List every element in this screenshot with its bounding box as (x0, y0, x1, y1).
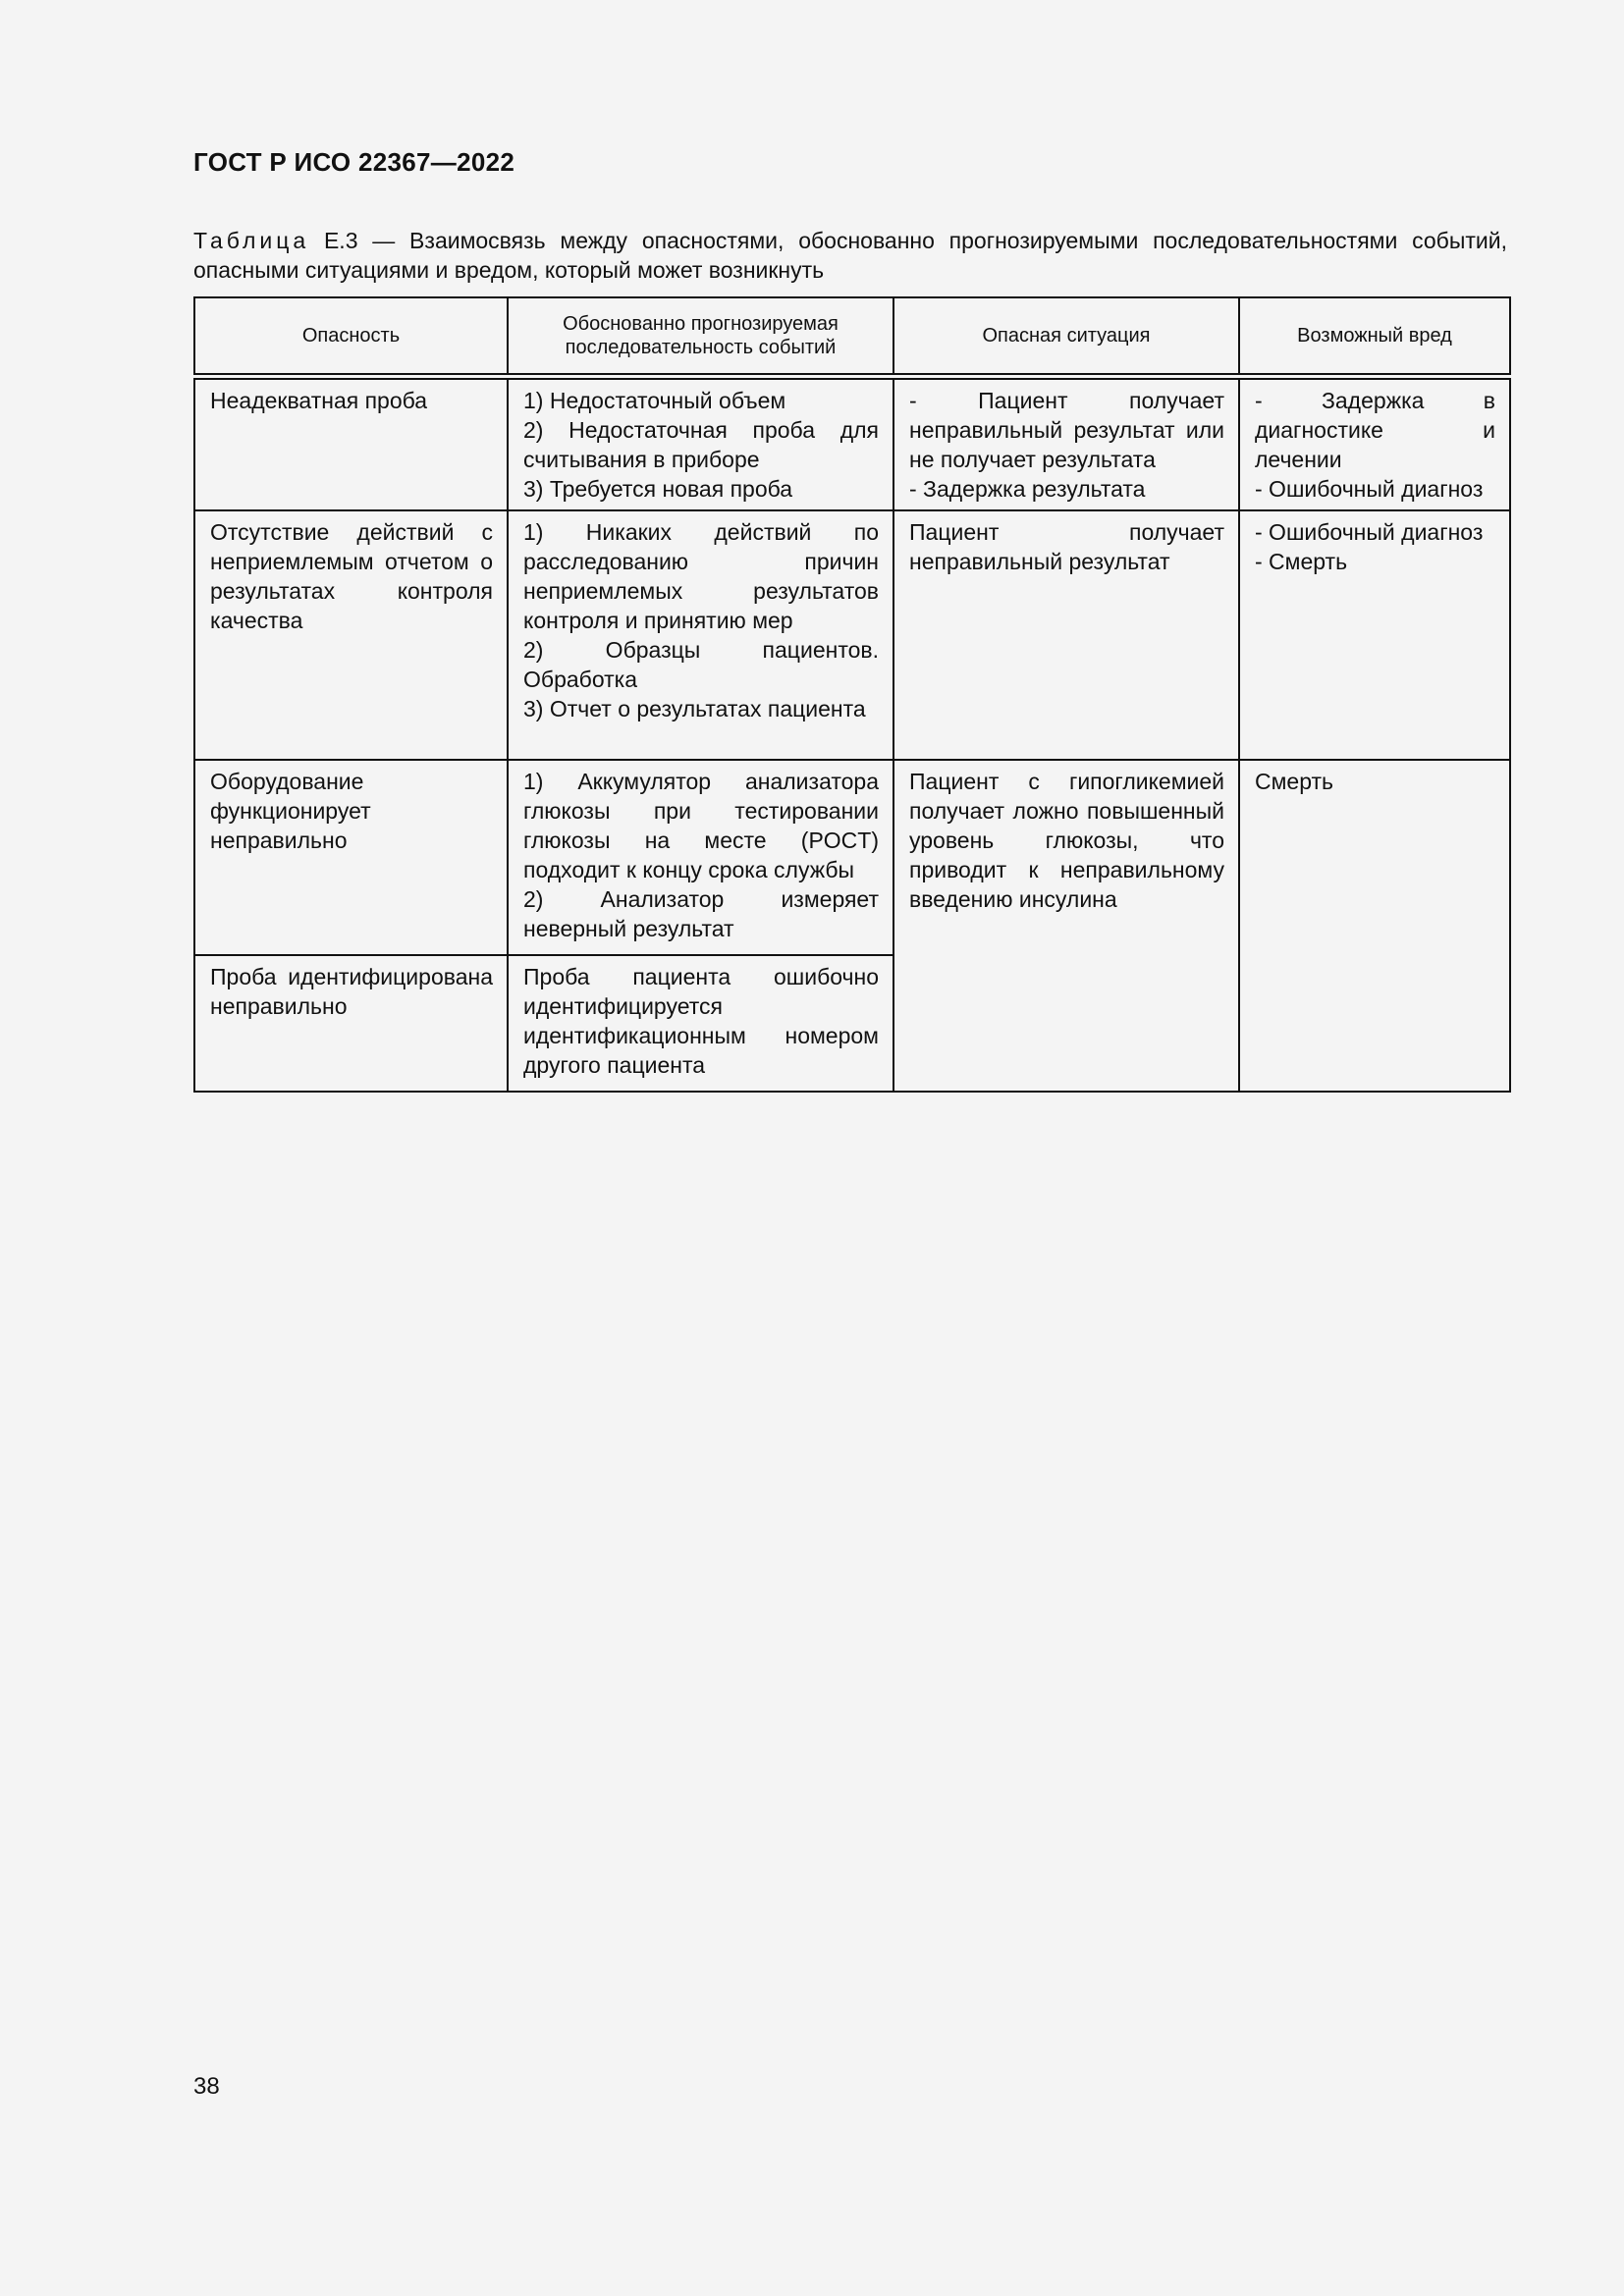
situation-line: - Пациент получает неправильный результат или не получает результата (909, 388, 1224, 472)
harm-line: - Ошибочный диагноз (1255, 476, 1484, 502)
page-number: 38 (193, 2073, 220, 2100)
situation-line: Пациент получает неправильный результат (909, 519, 1224, 574)
hazard-table (193, 296, 1511, 1093)
cell-hazard: Отсутствие действий с неприемлемым отчетом о результатах контроля качества (194, 510, 508, 760)
column-header-harm: Возможный вред (1239, 297, 1510, 377)
table-row (194, 510, 1510, 760)
table-caption-label: Таблица (193, 228, 310, 253)
table-caption-text: Е.3 — Взаимосвязь между опасностями, обоснованно прогнозируемыми последовательностями событий, опасными ситуациями и вредом, который может возникнуть (193, 228, 1507, 283)
sequence-line: 3) Требуется новая проба (523, 476, 793, 502)
cell-sequence (508, 510, 893, 760)
table-row (194, 377, 1510, 511)
cell-harm (1239, 760, 1510, 1092)
table-header-row (194, 297, 1510, 377)
cell-sequence (508, 955, 893, 1092)
situation-line: - Задержка результата (909, 476, 1146, 502)
cell-situation (893, 510, 1239, 760)
cell-harm (1239, 377, 1510, 511)
harm-line: - Ошибочный диагноз (1255, 519, 1484, 545)
sequence-line: 1) Аккумулятор анализатора глюкозы при тестировании глюкозы на месте (POCT) подходит к концу срока службы (523, 769, 879, 882)
cell-situation (893, 760, 1239, 1092)
harm-line: Смерть (1255, 769, 1334, 794)
sequence-line: 2) Недостаточная проба для считывания в приборе (523, 417, 879, 472)
cell-hazard: Неадекватная проба (194, 377, 508, 511)
cell-harm (1239, 510, 1510, 760)
harm-line: - Смерть (1255, 549, 1348, 574)
sequence-line: 1) Недостаточный объем (523, 388, 786, 413)
column-header-situation: Опасная ситуация (893, 297, 1239, 377)
cell-situation (893, 377, 1239, 511)
document-id: ГОСТ Р ИСО 22367—2022 (193, 147, 515, 177)
cell-sequence (508, 760, 893, 955)
cell-sequence (508, 377, 893, 511)
table-row (194, 760, 1510, 955)
column-header-hazard: Опасность (194, 297, 508, 377)
table-caption (193, 226, 1507, 285)
column-header-sequence: Обоснованно прогнозируемая последовательность событий (508, 297, 893, 377)
sequence-line: Проба пациента ошибочно идентифицируется идентификационным номером другого пациента (523, 964, 879, 1078)
cell-hazard: Оборудование функционирует неправильно (194, 760, 508, 955)
harm-line: - Задержка в диагностике и лечении (1255, 388, 1495, 472)
sequence-line: 2) Анализатор измеряет неверный результат (523, 886, 879, 941)
sequence-line: 3) Отчет о результатах пациента (523, 696, 866, 721)
sequence-line: 1) Никаких действий по расследованию причин неприемлемых результатов контроля и принятию мер (523, 519, 879, 633)
sequence-line: 2) Образцы пациентов. Обработка (523, 637, 879, 692)
cell-hazard: Проба идентифицирована неправильно (194, 955, 508, 1092)
situation-line: Пациент с гипогликемией получает ложно повышенный уровень глюкозы, что приводит к неправильному введению инсулина (909, 769, 1224, 912)
